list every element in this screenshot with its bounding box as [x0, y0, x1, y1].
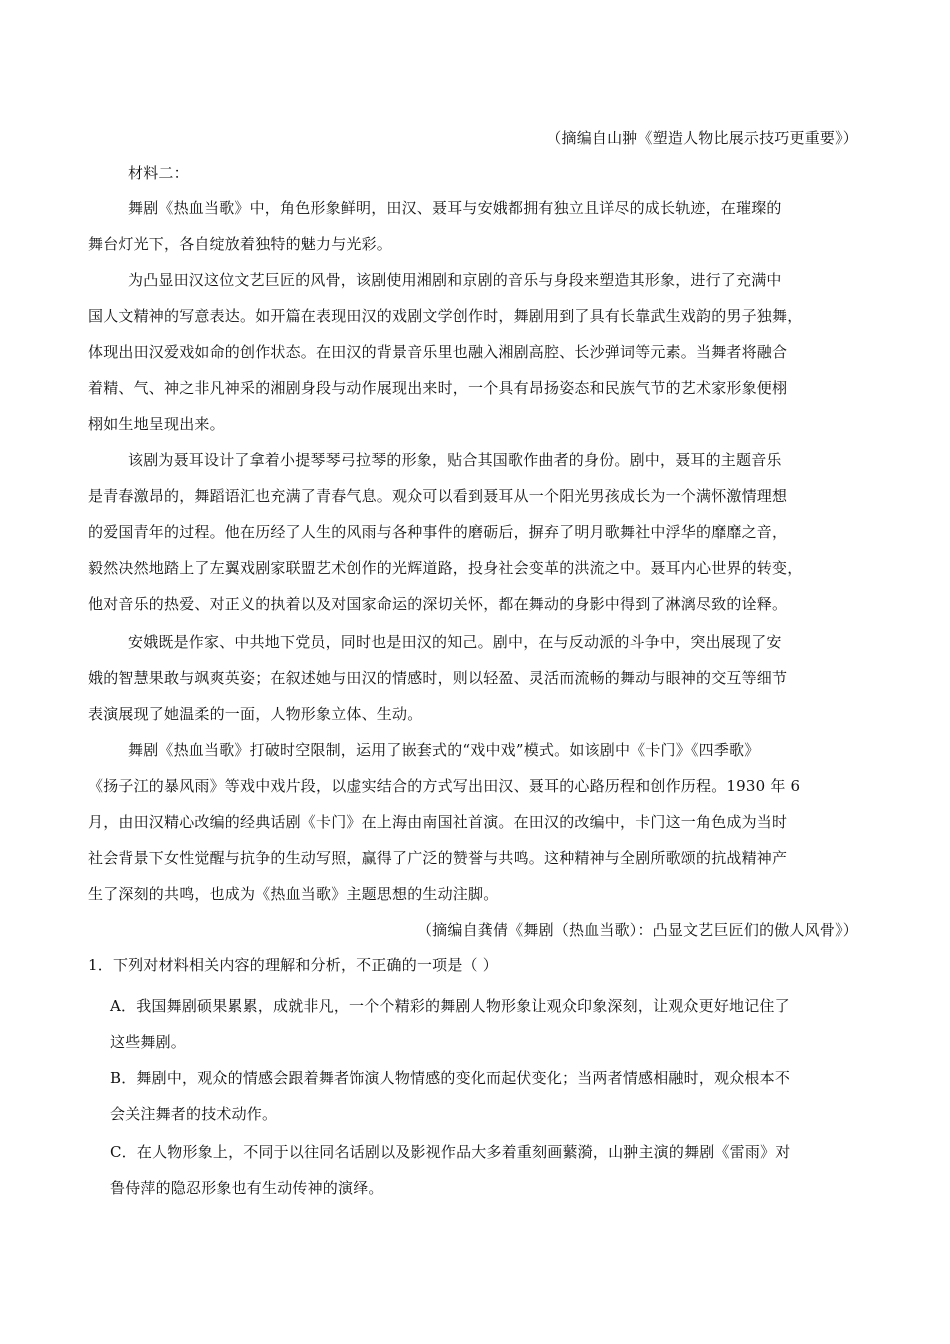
paragraph-4-line-3: 表演展现了她温柔的一面，人物形象立体、生动。 — [88, 705, 423, 723]
option-c-line-1: C．在人物形象上，不同于以往同名话剧以及影视作品大多着重刻画蘩漪，山翀主演的舞剧《雷雨》对 — [110, 1143, 791, 1161]
paragraph-2-line-1: 为凸显田汉这位文艺巨匠的风骨，该剧使用湘剧和京剧的音乐与身段来塑造其形象，进行了充满中 — [128, 271, 782, 289]
paragraph-2-line-5: 栩如生地呈现出来。 — [88, 415, 225, 433]
source-citation-1: （摘编自山翀《塑造人物比展示技巧更重要》） — [546, 129, 858, 147]
paragraph-5-line-4: 社会背景下女性觉醒与抗争的生动写照，赢得了广泛的赞誉与共鸣。这种精神与全剧所歌颂的抗战精神产 — [88, 849, 788, 867]
paragraph-5-line-2: 《扬子江的暴风雨》等戏中戏片段，以虚实结合的方式写出田汉、聂耳的心路历程和创作历程。1930 年 6 — [88, 777, 801, 795]
option-b-line-1: B．舞剧中，观众的情感会跟着舞者饰演人物情感的变化而起伏变化；当两者情感相融时，观众根本不 — [110, 1069, 791, 1087]
option-c-line-2: 鲁侍萍的隐忍形象也有生动传神的演绎。 — [110, 1179, 384, 1197]
paragraph-3-line-4: 毅然决然地踏上了左翼戏剧家联盟艺术创作的光辉道路，投身社会变革的洪流之中。聂耳内心世界的转变， — [88, 559, 803, 577]
paragraph-2-line-3: 体现出田汉爱戏如命的创作状态。在田汉的背景音乐里也融入湘剧高腔、长沙弹词等元素。当舞者将融合 — [88, 343, 788, 361]
paragraph-5-line-3: 月，由田汉精心改编的经典话剧《卡门》在上海由南国社首演。在田汉的改编中，卡门这一角色成为当时 — [88, 813, 788, 831]
paragraph-3-line-1: 该剧为聂耳设计了拿着小提琴琴弓拉琴的形象，贴合其国歌作曲者的身份。剧中，聂耳的主题音乐 — [128, 451, 782, 469]
paragraph-1-line-1: 舞剧《热血当歌》中，角色形象鲜明，田汉、聂耳与安娥都拥有独立且详尽的成长轨迹，在璀璨的 — [128, 199, 782, 217]
question-stem: 1．下列对材料相关内容的理解和分析，不正确的一项是（ ） — [88, 956, 498, 974]
paragraph-4-line-1: 安娥既是作家、中共地下党员，同时也是田汉的知己。剧中，在与反动派的斗争中，突出展现了安 — [128, 633, 782, 651]
paragraph-2-line-2: 国人文精神的写意表达。如开篇在表现田汉的戏剧文学创作时，舞剧用到了具有长靠武生戏韵的男子独舞， — [88, 307, 803, 325]
material-2-heading: 材料二： — [128, 164, 189, 182]
paragraph-5-line-5: 生了深刻的共鸣，也成为《热血当歌》主题思想的生动注脚。 — [88, 885, 499, 903]
option-b-line-2: 会关注舞者的技术动作。 — [110, 1105, 278, 1123]
paragraph-2-line-4: 着精、气、神之非凡神采的湘剧身段与动作展现出来时，一个具有昂扬姿态和民族气节的艺术家形象便栩 — [88, 379, 788, 397]
paragraph-3-line-2: 是青春激昂的，舞蹈语汇也充满了青春气息。观众可以看到聂耳从一个阳光男孩成长为一个满怀激情理想 — [88, 487, 788, 505]
paragraph-3-line-3: 的爱国青年的过程。他在历经了人生的风雨与各种事件的磨砺后，摒弃了明月歌舞社中浮华的靡靡之音， — [88, 523, 788, 541]
paragraph-4-line-2: 娥的智慧果敢与飒爽英姿；在叙述她与田汉的情感时，则以轻盈、灵活而流畅的舞动与眼神的交互等细节 — [88, 669, 788, 687]
option-a-line-2: 这些舞剧。 — [110, 1033, 187, 1051]
option-a-line-1: A．我国舞剧硕果累累，成就非凡，一个个精彩的舞剧人物形象让观众印象深刻，让观众更好地记住了 — [110, 997, 790, 1015]
paragraph-3-line-5: 他对音乐的热爱、对正义的执着以及对国家命运的深切关怀，都在舞动的身影中得到了淋漓尽致的诠释。 — [88, 595, 788, 613]
paragraph-1-line-2: 舞台灯光下，各自绽放着独特的魅力与光彩。 — [88, 235, 393, 253]
source-citation-2: （摘编自龚倩《舞剧（热血当歌）：凸显文艺巨匠们的傲人风骨》） — [416, 921, 858, 939]
paragraph-5-line-1: 舞剧《热血当歌》打破时空限制，运用了嵌套式的“戏中戏”模式。如该剧中《卡门》《四季歌》 — [128, 741, 760, 759]
